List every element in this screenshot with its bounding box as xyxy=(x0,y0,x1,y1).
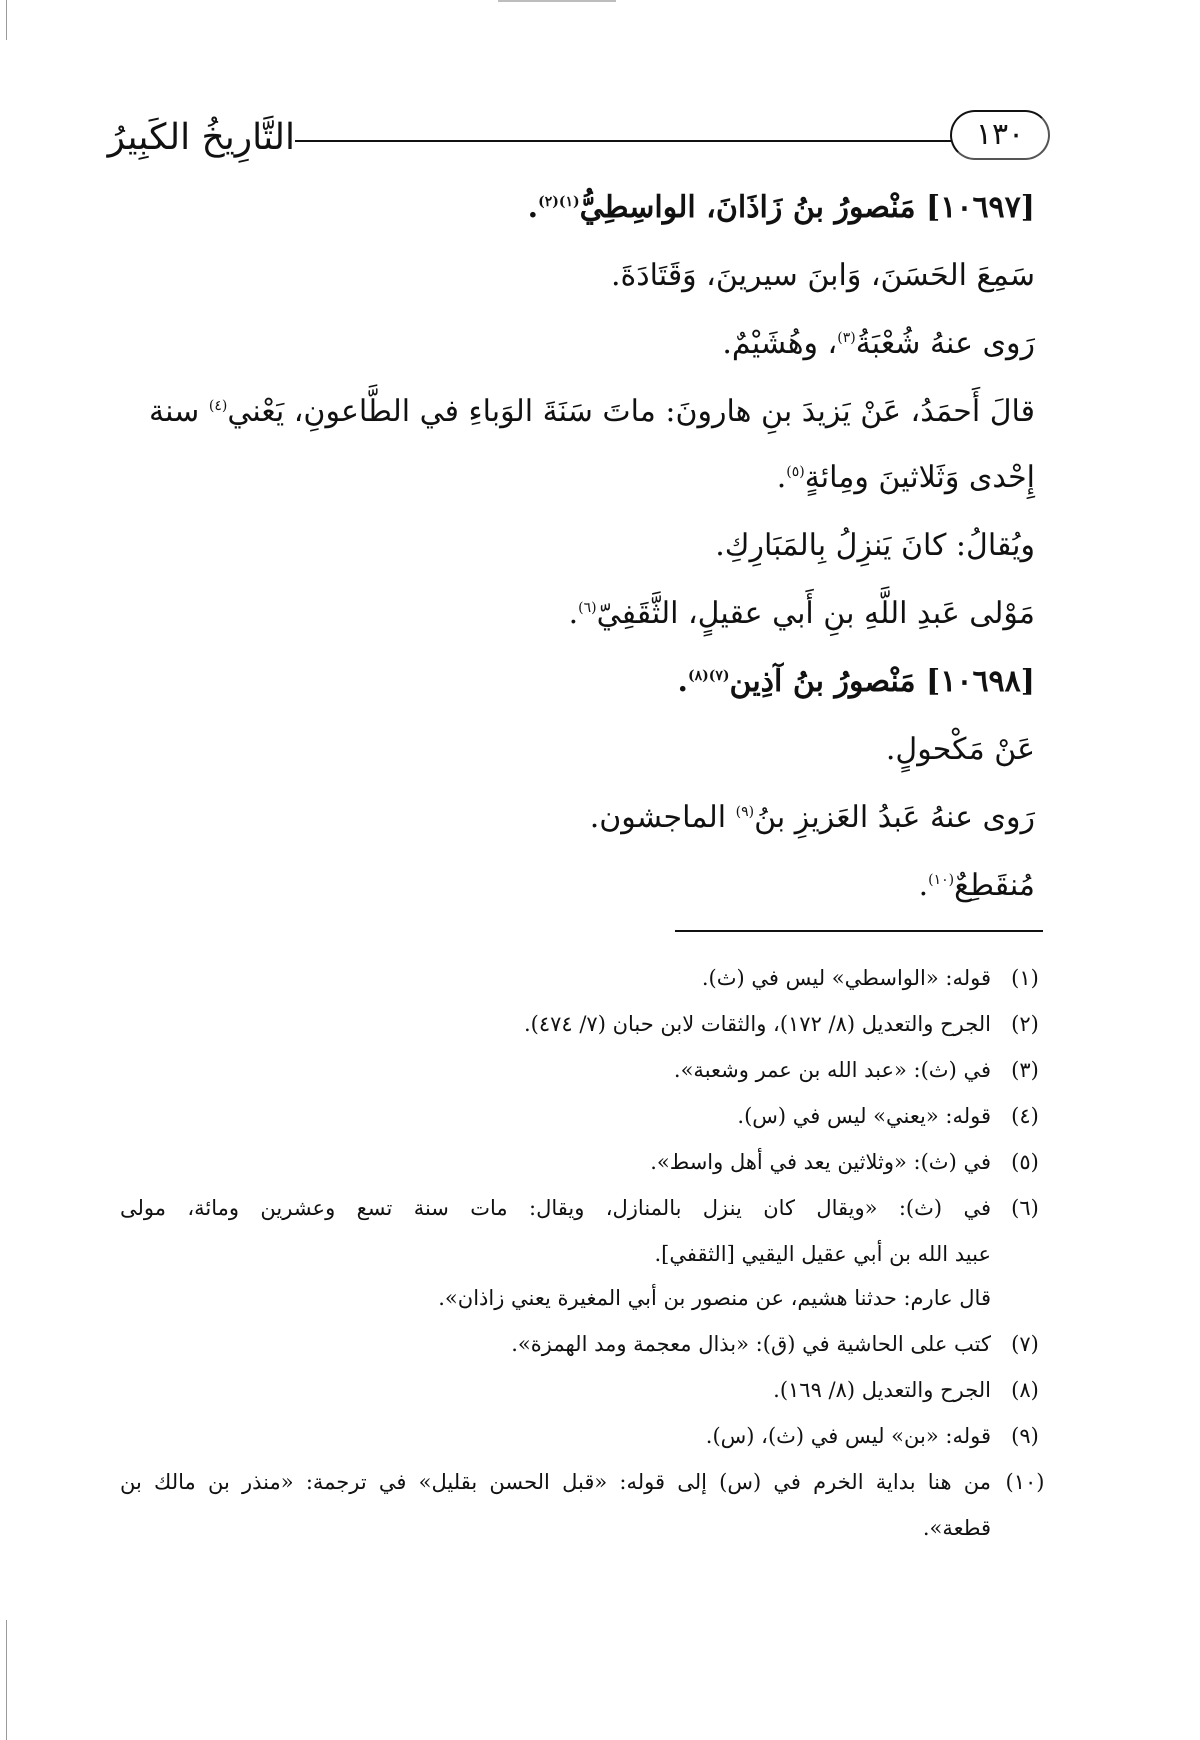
footnote-ref[interactable]: (٣) xyxy=(837,330,856,346)
scan-top-mark xyxy=(498,0,616,2)
footnote-number: (١) xyxy=(1011,966,1039,990)
footnote-text: كتب على الحاشية في (ق): «بذال معجمة ومد الهمزة». xyxy=(511,1332,991,1356)
footnote-ref[interactable]: (٩) xyxy=(735,804,755,820)
book-page xyxy=(107,100,1055,1700)
entry-heading: [١٠٦٩٧] مَنْصورُ بنُ زَاذَانَ، الواسِطِيُّ$^{(١)(٢)}$. xyxy=(527,190,1035,225)
entry-heading: [١٠٦٩٨] مَنْصورُ بنُ آذِين$^{(٧)(٨)}$. xyxy=(677,664,1035,699)
footnote-number: (٩) xyxy=(1011,1424,1039,1448)
scan-edge-mark xyxy=(6,0,7,40)
footnote-text: قوله: «بن» ليس في (ث)، (س). xyxy=(705,1424,991,1448)
text-line: ويُقالُ: كانَ يَنزِلُ بِالمَبَارِكِ. xyxy=(715,528,1035,563)
page-header xyxy=(107,100,1055,170)
footnote-text: في (ث): «عبد الله بن عمر وشعبة». xyxy=(673,1058,991,1082)
text-line: قالَ أَحمَدُ، عَنْ يَزيدَ بنِ هارونَ: ماتَ سَنَةَ الوَباءِ في الطَّاعونِ، يَعْني$^{(٤)}$ سنة xyxy=(149,394,1035,429)
footnote-number: (١٠) xyxy=(1005,1470,1045,1494)
header-rule xyxy=(295,140,952,142)
footnote-number: (٦) xyxy=(1011,1196,1039,1220)
text-line: عَنْ مَكْحولٍ. xyxy=(885,732,1035,767)
footnote-ref[interactable]: (٧)(٨) xyxy=(687,668,730,684)
footnote-number: (٥) xyxy=(1011,1150,1039,1174)
footnote-ref[interactable]: (٦) xyxy=(578,600,597,616)
footnote-number: (٨) xyxy=(1011,1378,1039,1402)
footnote-ref[interactable]: (١)(٢) xyxy=(538,194,580,210)
text-line: رَوى عنهُ عَبدُ العَزيزِ بنُ$^{(٩)}$ الماجشون. xyxy=(589,800,1035,835)
footnote-text: في (ث): «وثلاثين يعد في أهل واسط». xyxy=(650,1150,991,1174)
footnote-number: (٣) xyxy=(1011,1058,1039,1082)
scan-edge-mark xyxy=(6,1620,7,1740)
footnote-separator xyxy=(675,930,1043,932)
footnote-ref[interactable]: (٥) xyxy=(786,464,805,480)
footnote-number: (٤) xyxy=(1011,1104,1039,1128)
text-line: مَوْلى عَبدِ اللَّهِ بنِ أَبي عقيلٍ، الثَّقَفِيّ$^{(٦)}$. xyxy=(568,596,1035,631)
text-line: سَمِعَ الحَسَنَ، وَابنَ سيرينَ، وَقَتَادَةَ. xyxy=(611,258,1035,293)
page-number-badge: ١٣٠ xyxy=(950,110,1050,160)
footnote-number: (٧) xyxy=(1011,1332,1039,1356)
footnote-text: الجرح والتعديل (٨/ ١٦٩). xyxy=(773,1378,991,1402)
footnote-text: قطعة». xyxy=(922,1516,991,1540)
footnote-text: قوله: «الواسطي» ليس في (ث). xyxy=(701,966,991,990)
text-line: إِحْدى وَثَلاثينَ ومِائةٍ$^{(٥)}$. xyxy=(776,460,1035,495)
footnote-ref[interactable]: (١٠) xyxy=(928,872,955,888)
footnote-text: في (ث): «ويقال كان ينزل بالمنازل، ويقال: مات سنة تسع وعشرين ومائة، مولى xyxy=(120,1196,991,1220)
footnote-text: عبيد الله بن أبي عقيل اليقيي [الثقفي]. xyxy=(654,1242,991,1266)
footnote-text: قوله: «يعني» ليس في (س). xyxy=(737,1104,991,1128)
text-line: مُنقَطِعٌ$^{(١٠)}$. xyxy=(918,868,1035,903)
book-title: التَّارِيخُ الكَبِيرُ xyxy=(107,117,295,158)
footnote-text: من هنا بداية الخرم في (س) إلى قوله: «قبل الحسن بقليل» في ترجمة: «منذر بن مالك بن xyxy=(120,1470,991,1494)
footnote-number: (٢) xyxy=(1011,1012,1039,1036)
footnote-text: الجرح والتعديل (٨/ ١٧٢)، والثقات لابن حبان (٧/ ٤٧٤). xyxy=(523,1012,991,1036)
footnote-ref[interactable]: (٤) xyxy=(208,398,228,414)
footnote-text: قال عارم: حدثنا هشيم، عن منصور بن أبي المغيرة يعني زاذان». xyxy=(438,1286,991,1310)
text-line: رَوى عنهُ شُعْبَةُ$^{(٣)}$، وهُشَيْمٌ. xyxy=(722,326,1035,361)
